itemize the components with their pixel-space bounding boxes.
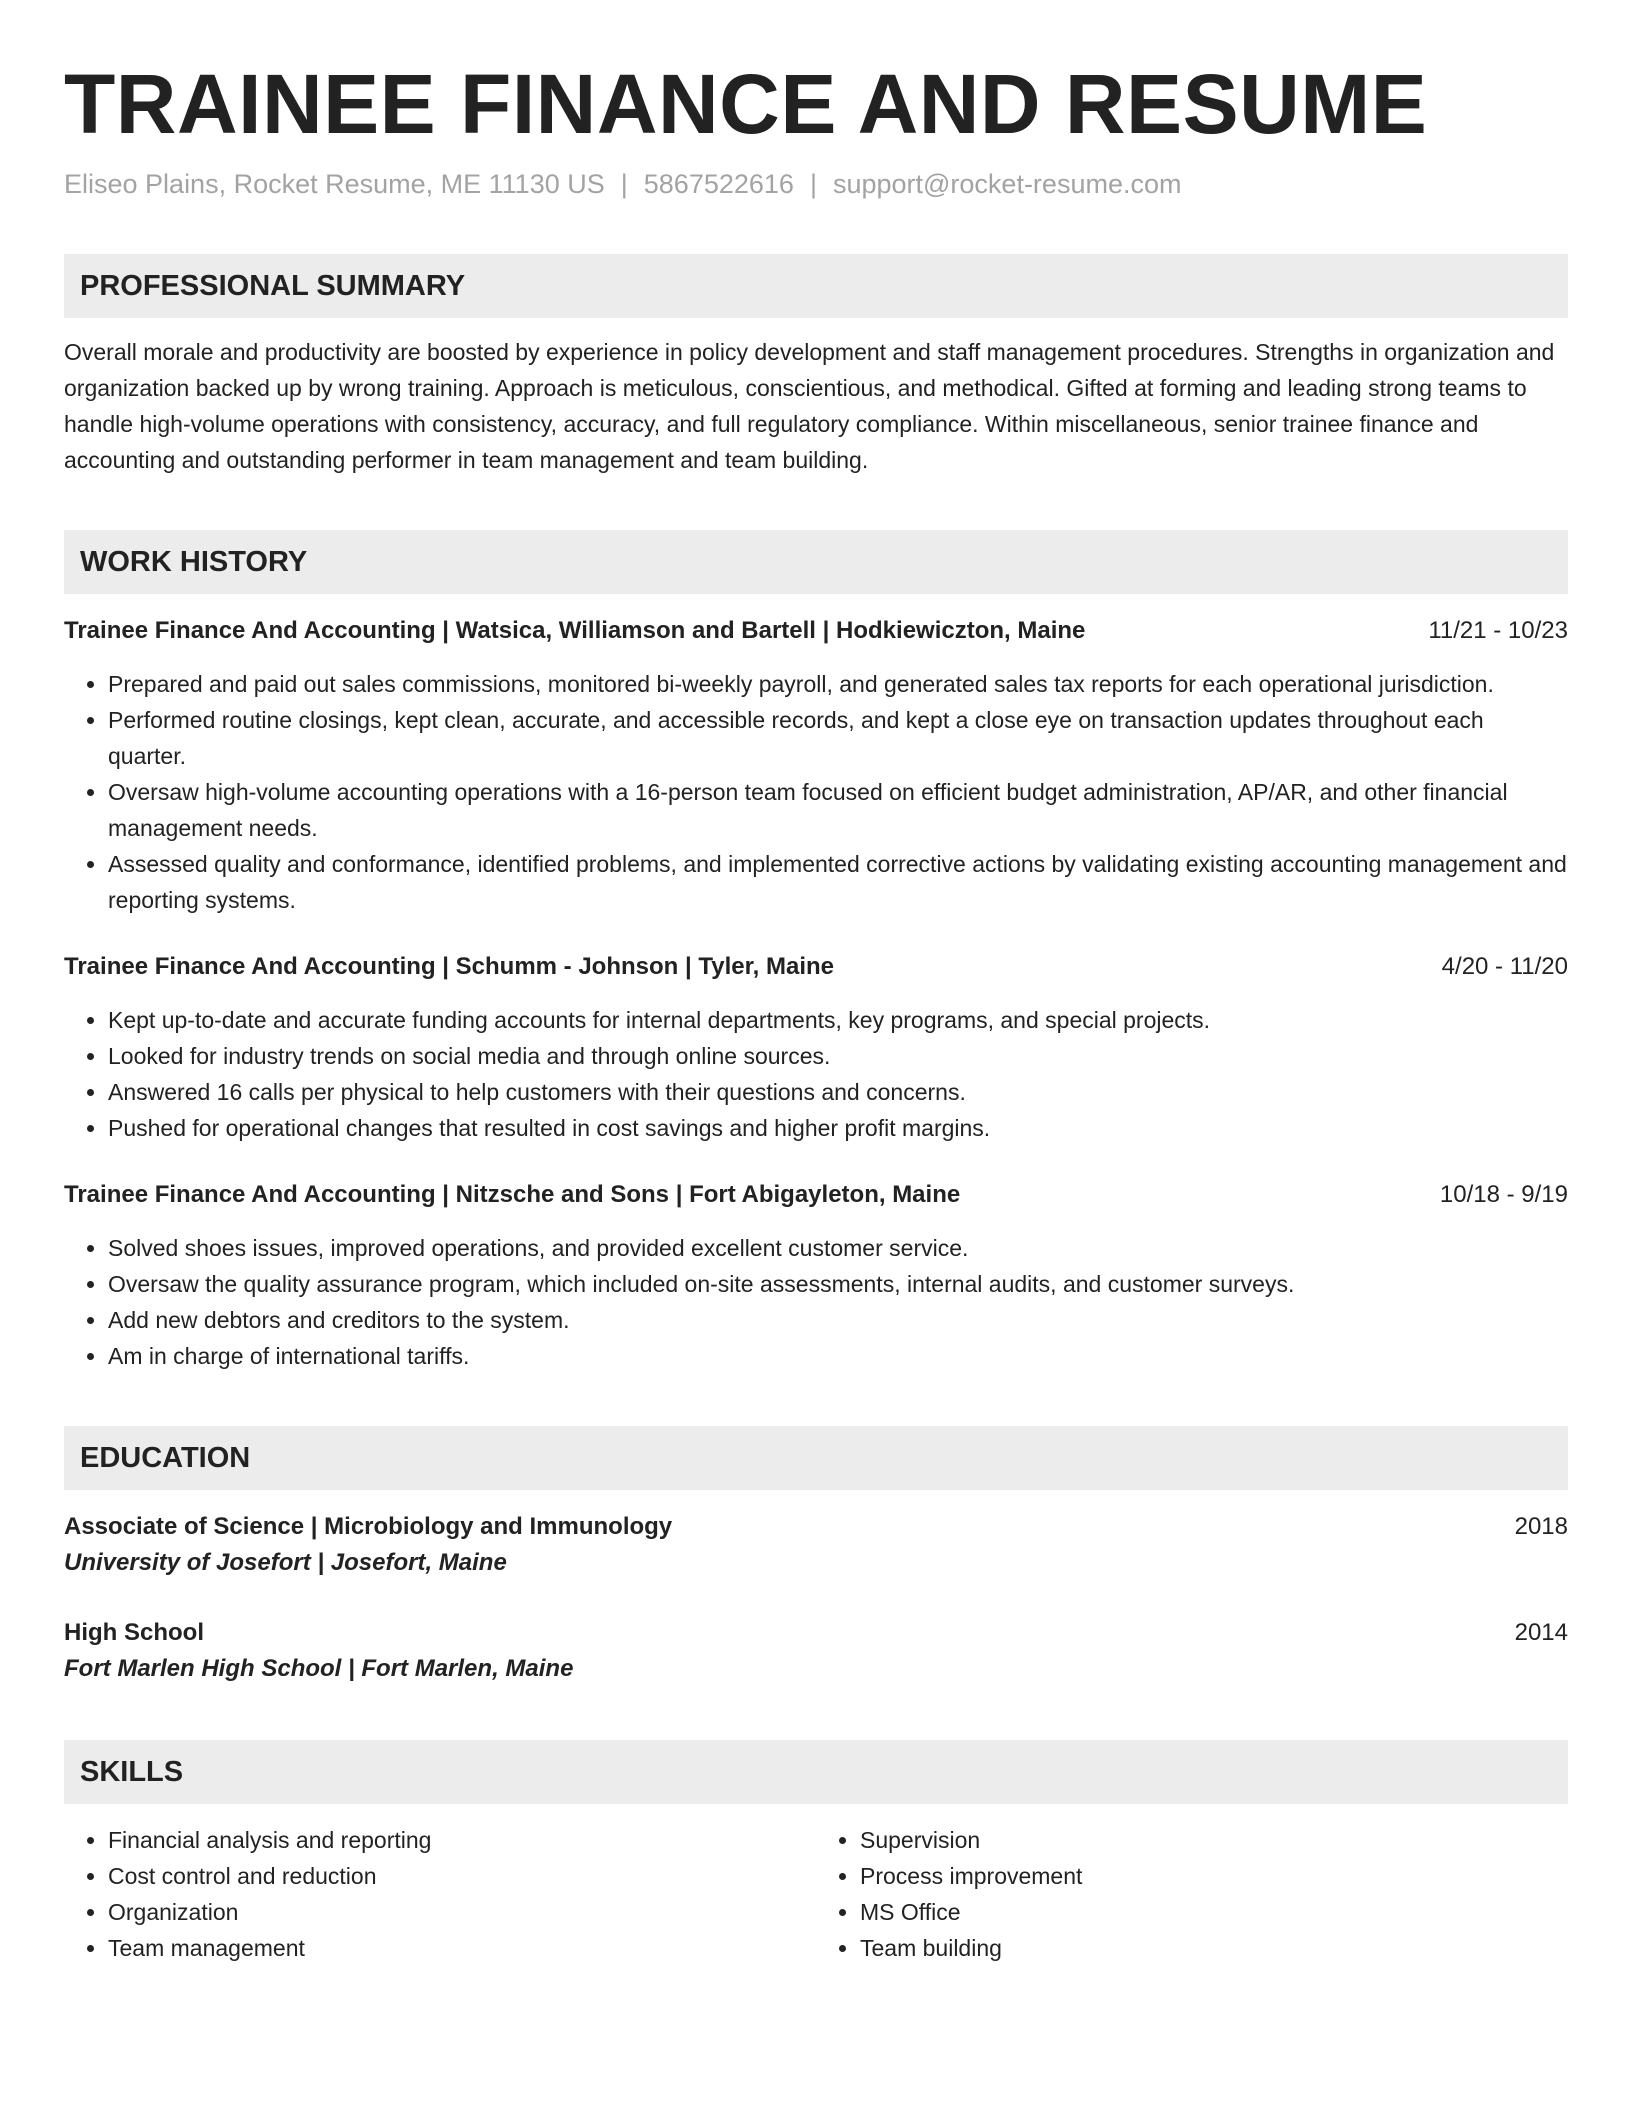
list-item: • Cost control and reduction: [108, 1858, 816, 1894]
list-item: • Organization: [108, 1894, 816, 1930]
education-degree: Associate of Science | Microbiology and Immunology: [64, 1513, 673, 1540]
list-item: • Oversaw the quality assurance program, which included on-site assessments, internal audits, and customer surveys.: [108, 1266, 1568, 1302]
job-dates: 4/20 - 11/20: [1441, 953, 1568, 980]
list-item: • Assessed quality and conformance, identified problems, and implemented corrective actions by validating existing accounting management and reporting systems.: [108, 846, 1568, 918]
job-title: Trainee Finance And Accounting | Schumm - Johnson | Tyler, Maine: [64, 953, 834, 980]
education-header: [64, 1510, 1568, 1544]
job-header: [64, 950, 1568, 984]
summary-text: Overall morale and productivity are boosted by experience in policy development and staff management procedures. Strengths in organization and organization backed up by wrong training. Approach is meticulous, conscientious, and methodical. Gifted at forming and leading strong teams to handle high-volume operations with consistency, accuracy, and full regulatory compliance. Within miscellaneous, senior trainee finance and accounting and outstanding performer in team management and team building.: [64, 339, 1555, 473]
list-item: • Process improvement: [860, 1858, 1568, 1894]
job-title: Trainee Finance And Accounting | Nitzsche and Sons | Fort Abigayleton, Maine: [64, 1181, 961, 1208]
skills-list-right: [816, 1822, 1568, 1966]
list-item: • Pushed for operational changes that resulted in cost savings and higher profit margins.: [108, 1110, 1568, 1146]
section-header-education: EDUCATION: [64, 1426, 1568, 1490]
education-degree: High School: [64, 1619, 204, 1646]
job-bullets: [64, 666, 1568, 918]
contact-separator: |: [620, 169, 628, 199]
education-year: 2018: [1514, 1513, 1568, 1540]
list-item: • Financial analysis and reporting: [108, 1822, 816, 1858]
contact-line: [64, 166, 1568, 202]
list-item: • Add new debtors and creditors to the system.: [108, 1302, 1568, 1338]
list-item: • Looked for industry trends on social media and through online sources.: [108, 1038, 1568, 1074]
list-item: • Am in charge of international tariffs.: [108, 1338, 1568, 1374]
section-header-summary: PROFESSIONAL SUMMARY: [64, 254, 1568, 318]
section-header-skills: SKILLS: [64, 1740, 1568, 1804]
list-item: • Oversaw high-volume accounting operations with a 16-person team focused on efficient budget administration, AP/AR, and other financial management needs.: [108, 774, 1568, 846]
education-entry: [64, 1616, 1568, 1688]
contact-address: Eliseo Plains, Rocket Resume, ME 11130 US: [64, 169, 605, 199]
education-school: Fort Marlen High School | Fort Marlen, Maine: [64, 1655, 574, 1682]
list-item: • Prepared and paid out sales commissions, monitored bi-weekly payroll, and generated sales tax reports for each operational jurisdiction.: [108, 666, 1568, 702]
skills-list-left: [64, 1822, 816, 1966]
job-dates: 11/21 - 10/23: [1428, 617, 1568, 644]
list-item: • Answered 16 calls per physical to help customers with their questions and concerns.: [108, 1074, 1568, 1110]
list-item: • Supervision: [860, 1822, 1568, 1858]
education-year: 2014: [1514, 1619, 1568, 1646]
list-item: • Performed routine closings, kept clean, accurate, and accessible records, and kept a close eye on transaction updates throughout each quarter.: [108, 702, 1568, 774]
section-header-work-history: WORK HISTORY: [64, 530, 1568, 594]
list-item: • Kept up-to-date and accurate funding accounts for internal departments, key programs, and special projects.: [108, 1002, 1568, 1038]
job-title: Trainee Finance And Accounting | Watsica, Williamson and Bartell | Hodkiewiczton, Maine: [64, 617, 1086, 644]
contact-email: support@rocket-resume.com: [832, 169, 1182, 199]
job-header: [64, 1178, 1568, 1212]
list-item: • Team building: [860, 1930, 1568, 1966]
contact-separator: |: [809, 169, 817, 199]
job-entry: [64, 950, 1568, 1146]
list-item: • Team management: [108, 1930, 816, 1966]
job-header: [64, 614, 1568, 648]
education-entry: [64, 1510, 1568, 1582]
education-school: University of Josefort | Josefort, Maine: [64, 1549, 507, 1576]
job-bullets: [64, 1002, 1568, 1146]
education-header: [64, 1616, 1568, 1650]
list-item: • Solved shoes issues, improved operations, and provided excellent customer service.: [108, 1230, 1568, 1266]
job-entry: [64, 1178, 1568, 1374]
resume-name-title: TRAINEE FINANCE AND RESUME: [64, 57, 1428, 151]
job-dates: 10/18 - 9/19: [1439, 1181, 1568, 1208]
job-entry: [64, 614, 1568, 918]
job-bullets: [64, 1230, 1568, 1374]
list-item: • MS Office: [860, 1894, 1568, 1930]
skills-columns: [64, 1822, 1568, 1966]
contact-phone: 5867522616: [643, 169, 794, 199]
